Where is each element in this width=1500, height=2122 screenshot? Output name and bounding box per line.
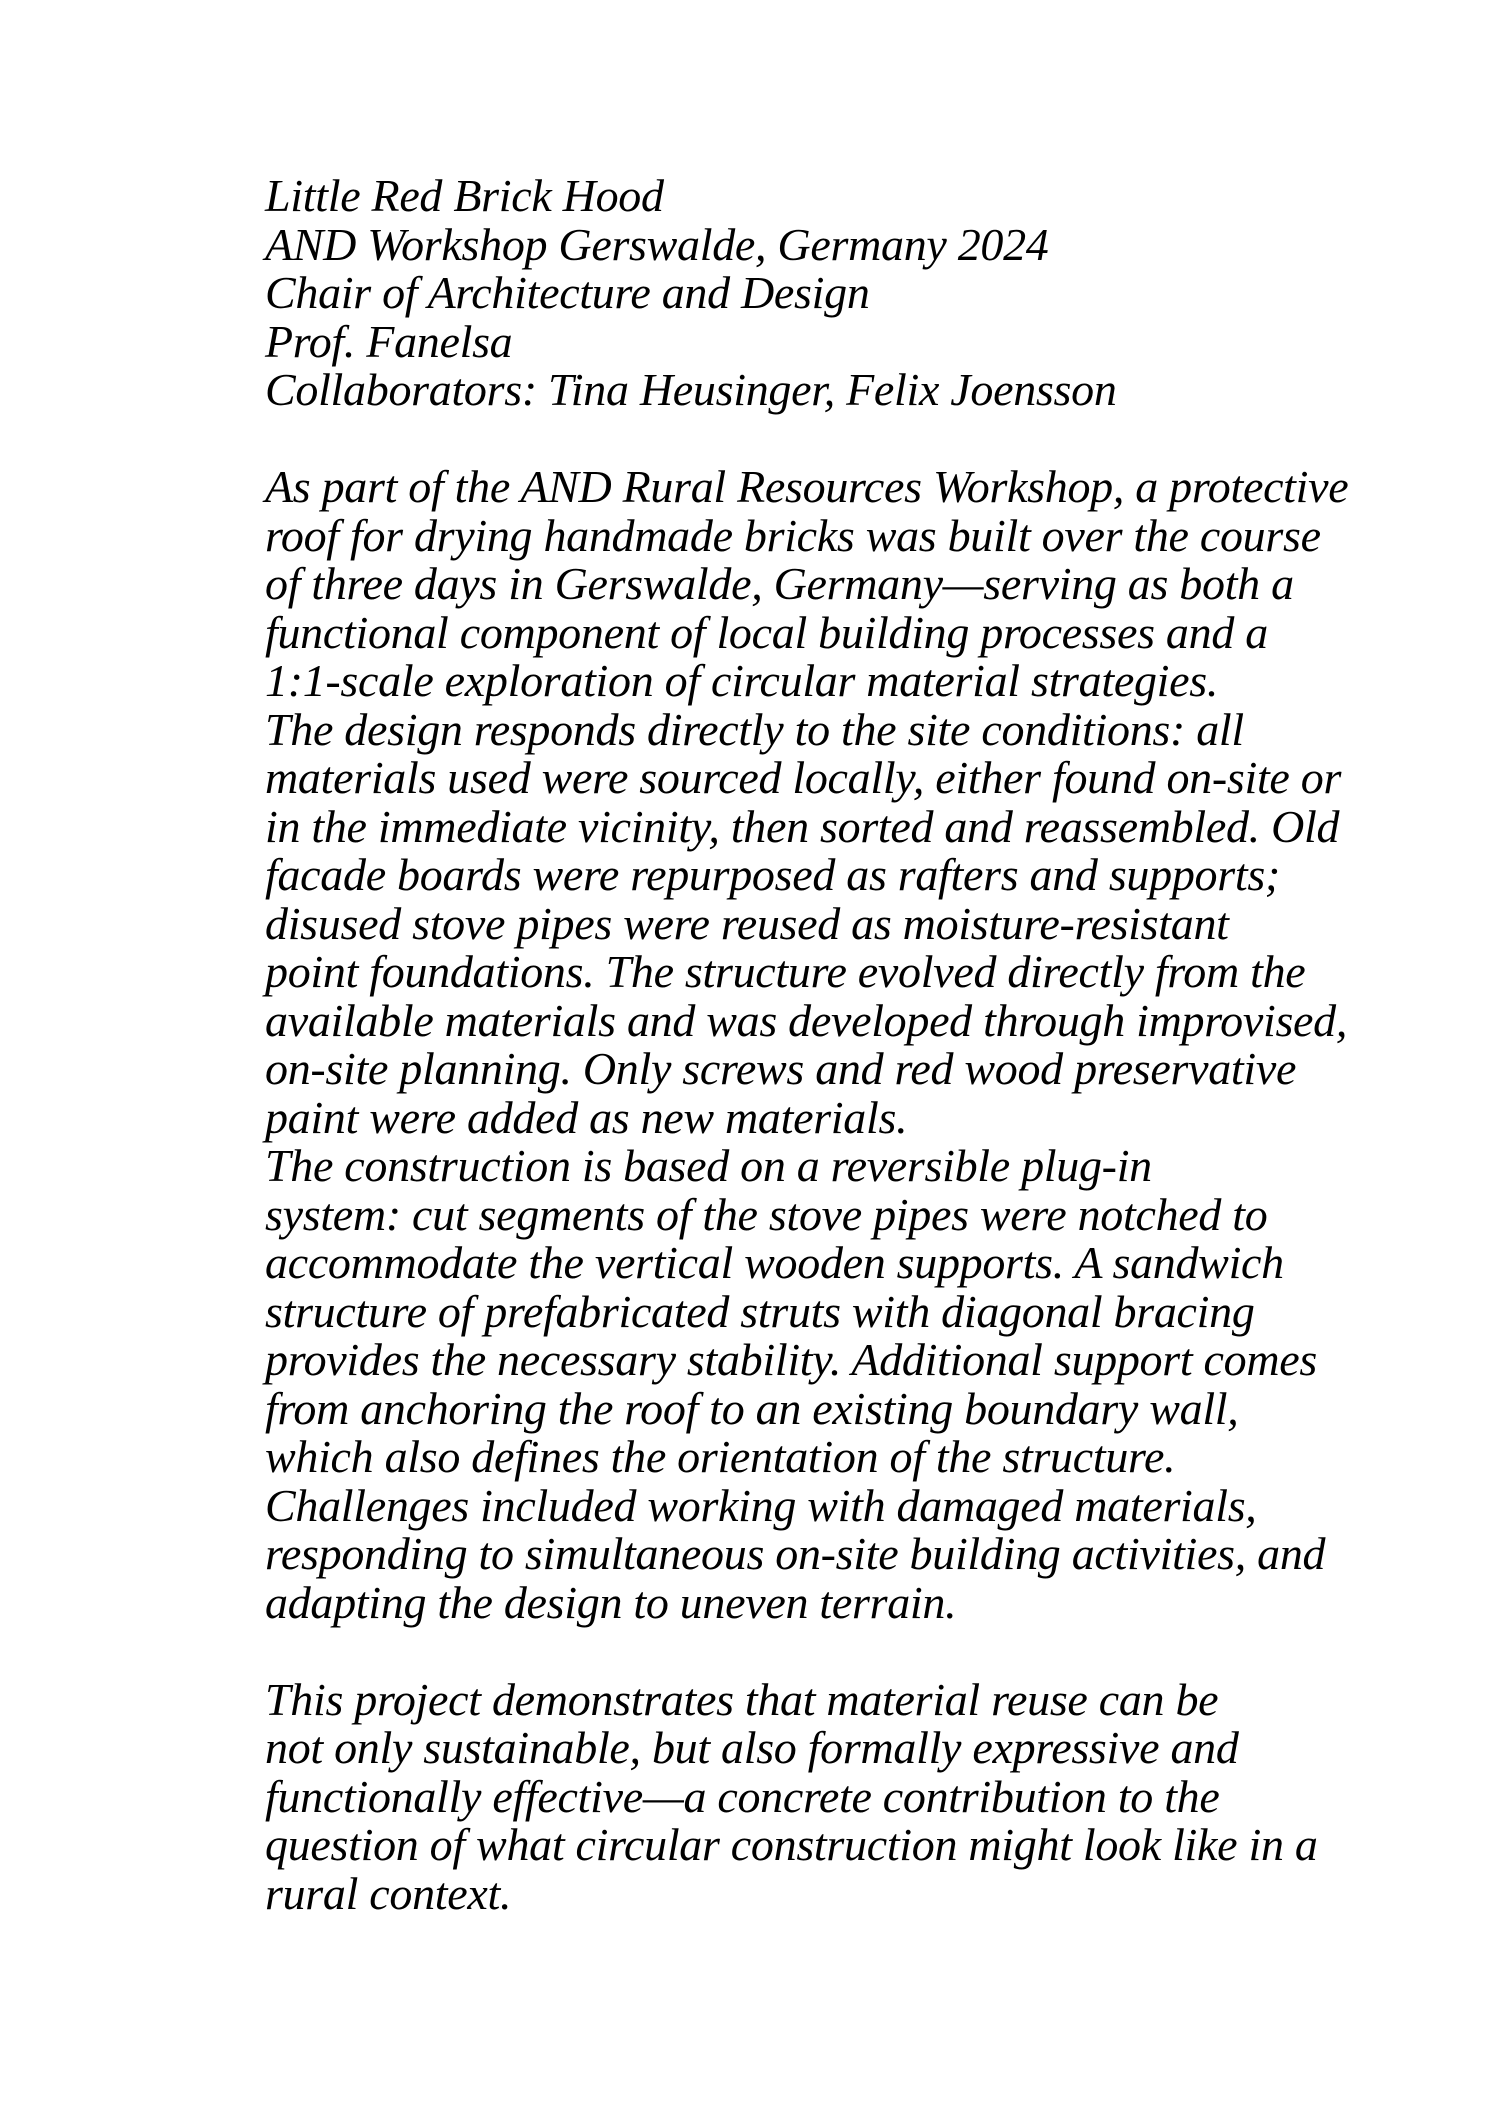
body-line: functional component of local building processes and a xyxy=(265,606,1268,658)
body-line: functionally effective—a concrete contribution to the xyxy=(265,1770,1220,1822)
body-line: from anchoring the roof to an existing boundary wall, xyxy=(265,1382,1239,1434)
paragraph-spacer xyxy=(265,415,1348,464)
paragraph-spacer xyxy=(265,1627,1348,1676)
body-line: This project demonstrates that material reuse can be xyxy=(265,1673,1219,1725)
body-line: on-site planning. Only screws and red wood preservative xyxy=(265,1043,1297,1094)
body-line: facade boards were repurposed as rafters and supports; xyxy=(265,849,1280,900)
body-line: responding to simultaneous on-site building activities, and xyxy=(265,1528,1326,1579)
body-line: Challenges included working with damaged materials, xyxy=(265,1479,1257,1531)
project-description-text xyxy=(265,172,1348,1918)
body-line: rural context. xyxy=(265,1867,512,1919)
chair-name: Chair of Architecture and Design xyxy=(265,267,870,318)
body-line: not only sustainable, but also formally expressive and xyxy=(265,1722,1239,1773)
body-line: adapting the design to uneven terrain. xyxy=(265,1576,957,1628)
body-line: which also defines the orientation of the structure. xyxy=(265,1431,1176,1482)
workshop-location-year: AND Workshop Gerswalde, Germany 2024 xyxy=(265,218,1049,270)
body-line: structure of prefabricated struts with diagonal bracing xyxy=(265,1285,1255,1337)
body-line: paint were added as new materials. xyxy=(265,1091,908,1143)
body-line: point foundations. The structure evolved directly from the xyxy=(265,946,1306,997)
body-line: accommodate the vertical wooden supports. A sandwich xyxy=(265,1237,1284,1288)
body-line: system: cut segments of the stove pipes were notched to xyxy=(265,1188,1268,1240)
body-line: of three days in Gerswalde, Germany—serving as both a xyxy=(265,558,1294,609)
body-line: The construction is based on a reversible plug-in xyxy=(265,1140,1152,1191)
collaborators-line: Collaborators: Tina Heusinger, Felix Joensson xyxy=(265,364,1117,415)
body-line: materials used were sourced locally, either found on-site or xyxy=(265,752,1342,803)
body-line: provides the necessary stability. Additional support comes xyxy=(265,1334,1317,1385)
body-line: roof for drying handmade bricks was built over the course xyxy=(265,509,1321,561)
body-line: in the immediate vicinity, then sorted and reassembled. Old xyxy=(265,800,1340,852)
project-title: Little Red Brick Hood xyxy=(265,170,664,221)
body-line: The design responds directly to the site conditions: all xyxy=(265,703,1244,755)
body-line: 1:1-scale exploration of circular material strategies. xyxy=(265,655,1219,706)
body-line: disused stove pipes were reused as moisture-resistant xyxy=(265,897,1229,949)
body-line: As part of the AND Rural Resources Workshop, a protective xyxy=(265,461,1349,512)
body-line: available materials and was developed through improvised, xyxy=(265,994,1348,1046)
professor-name: Prof. Fanelsa xyxy=(265,315,513,367)
body-line: question of what circular construction might look like in a xyxy=(265,1819,1318,1870)
